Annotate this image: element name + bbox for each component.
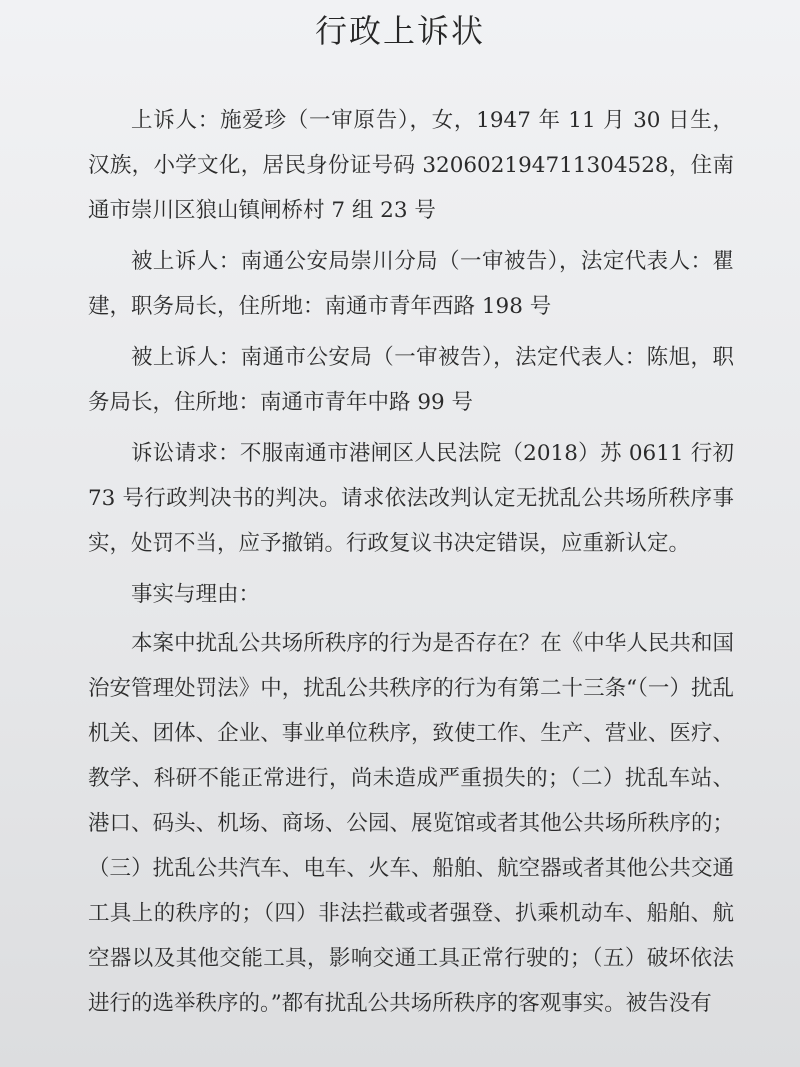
appellee-2-paragraph: 被上诉人：南通市公安局（一审被告），法定代表人：陈旭，职务局长，住所地：南通市青年中路 99 号 bbox=[88, 345, 734, 415]
facts-heading: 事实与理由： bbox=[131, 582, 261, 607]
claims-paragraph: 诉讼请求：不服南通市港闸区人民法院（2018）苏 0611 行初 73 号行政判决书的判决。请求依法改判认定无扰乱公共场所秩序事实，处罚不当，应予撤销。行政复议书决定错误，应重新认定。 bbox=[88, 441, 734, 556]
document-body bbox=[88, 98, 734, 1032]
appellee-1-paragraph: 被上诉人：南通公安局崇川分局（一审被告），法定代表人：瞿建，职务局长，住所地：南通市青年西路 198 号 bbox=[88, 249, 734, 319]
appellant-paragraph: 上诉人：施爱珍（一审原告），女，1947 年 11 月 30 日生，汉族，小学文化，居民身份证号码 320602194711304528，住南通市崇川区狼山镇闸桥村 7 组 23 号 bbox=[88, 108, 734, 223]
document-title: 行政上诉状 bbox=[314, 12, 485, 50]
facts-paragraph: 本案中扰乱公共场所秩序的行为是否存在？在《中华人民共和国治安管理处罚法》中，扰乱公共秩序的行为有第二十三条“（一）扰乱机关、团体、企业、事业单位秩序，致使工作、生产、营业、医疗、教学、科研不能正常进行，尚未造成严重损失的；（二）扰乱车站、港口、码头、机场、商场、公园、展览馆或者其他公共场所秩序的；（三）扰乱公共汽车、电车、火车、船舶、航空器或者其他公共交通工具上的秩序的；（四）非法拦截或者强登、扒乘机动车、船舶、航空器以及其他交能工具，影响交通工具正常行驶的；（五）破坏依法进行的选举秩序的。”都有扰乱公共场所秩序的客观事实。被告没有 bbox=[88, 631, 734, 1016]
